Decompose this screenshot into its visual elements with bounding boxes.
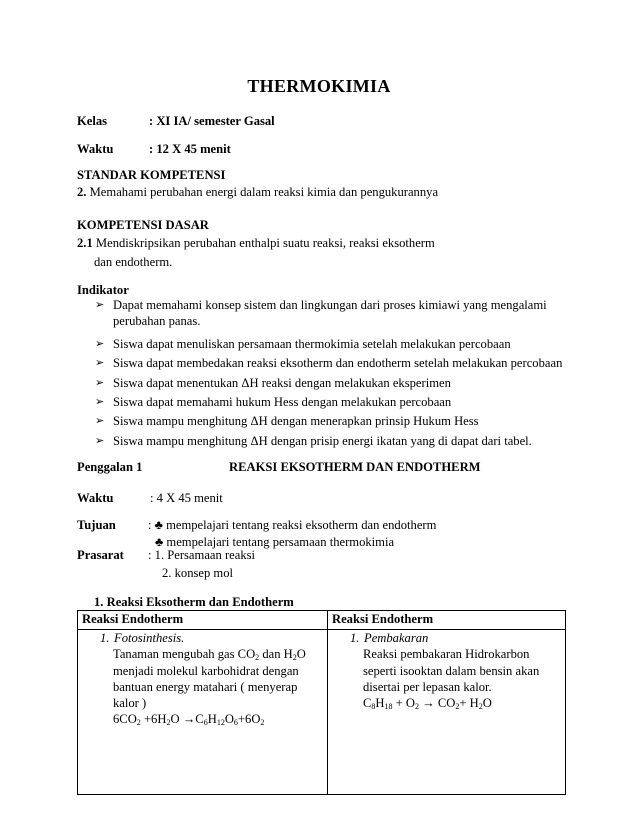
tujuan-text-1: mempelajari tentang reaksi eksotherm dan endotherm [166,518,437,532]
club-bullet-icon: ♣ [155,535,164,549]
item-description: Reaksi pembakaran Hidrokarbon seperti isooktan dalam bensin akan disertai per lepasan kalor. $C_8H_{18} + O_2 \to CO_2+ H_2O$ [363,647,540,711]
table-header-col1: Reaksi Endotherm [78,611,328,630]
standar-heading: STANDAR KOMPETENSI [77,168,226,182]
arrow-bullet-icon: ➢ [95,298,105,311]
table-cell-col2 [328,629,566,794]
kd-number: 2.1 [77,236,93,250]
reaction-table [77,610,566,795]
arrow-bullet-icon: ➢ [95,433,105,447]
item-description: Tanaman mengubah gas $CO_2$ dan $H_2O$ menjadi molekul karbohidrat dengan bantuan energy matahari ( menyerap kalor ) $6CO_2 +6H_2O \to C_6H_{12}O_6+6O_2$ [113,647,306,727]
prasarat-label: Prasarat [77,548,124,562]
item-title: 1. Fotosinthesis. [100,630,185,645]
kd-body-2: dan endotherm. [94,255,173,269]
kd-body-1: Mendiskripsikan perubahan enthalpi suatu reaksi, reaksi eksotherm [95,236,435,250]
kd-text [77,236,435,252]
kelas-label: Kelas [77,114,108,128]
prasarat-line-2: 2. konsep mol [162,566,234,580]
waktu-value: : 12 X 45 menit [149,142,231,156]
equation: $6CO_2 +6H_2O \to C_6H_{12}O_6+6O_2$ [113,711,265,727]
tujuan-line-1 [148,518,436,534]
arrow-bullet-icon: ➢ [95,356,105,370]
penggalan-label: Penggalan 1 [77,460,143,474]
document-page: THERMOKIMIA Kelas : XI IA/ semester Gasal Waktu : 12 X 45 menit STANDAR KOMPETENSI 2. Memahami perubahan energi dalam reaksi kimia dan pengukurannya KOMPETENSI DASAR 2.1 Mendiskripsikan perubahan enthalpi suatu reaksi, reaksi eksotherm dan endotherm. Indikator ➢ Dapat memahami konsep sistem dan lingkungan dari proses kimiawi yang mengalami perubahan panas. ➢ Siswa dapat menuliskan persamaan thermokimia setelah melakukan percobaan ➢ Siswa dapat membedakan reaksi eksotherm dan endotherm setelah melakukan percobaan ➢ Siswa dapat menentukan ΔH reaksi dengan melakukan eksperimen ➢ Siswa dapat memahami hukum Hess dengan melakukan percobaan ➢ Siswa mampu menghitung ΔH dengan menerapkan prinsip Hukum Hess ➢ Siswa mampu menghitung ΔH dengan prisip energi ikatan yang di dapat dari tabel. Penggalan 1 REAKSI EKSOTHERM DAN ENDOTHERM Waktu : 4 X 45 menit Tujuan : ♣ mempelajari tentang reaksi eksotherm dan endotherm ♣ mempelajari tentang persamaan thermokimia Prasarat : 1. Persamaan reaksi 2. konsep mol 1. Reaksi Eksotherm dan Endotherm Reaksi Endotherm Reaksi Endotherm 1. Fotosinthesis. Tanaman mengubah gas $CO_2$ dan $H_2O$ menjadi molekul karbohidrat dengan bantuan energy matahari ( menyerap kalor ) $6CO_2 +6H_2O \to C_6H_{12}O_6+6O_2$ 1. Pembakaran Reaksi pembakaran Hidrokarbon seperti isooktan dalam bensin akan disertai per lepasan kalor. $C_8H_{18} + O_2 \to CO_2+ H_2O$ [0,0,638,826]
section-heading: 1. Reaksi Eksotherm dan Endotherm [94,595,294,609]
standar-text [77,185,438,201]
club-bullet-icon: ♣ [154,518,163,532]
waktu2-value: : 4 X 45 menit [150,491,223,505]
arrow-bullet-icon: ➢ [95,375,105,389]
arrow-bullet-icon: ➢ [95,336,105,350]
standar-number: 2. [77,185,87,199]
indikator-heading: Indikator [77,283,129,297]
kd-heading: KOMPETENSI DASAR [77,218,209,232]
waktu2-label: Waktu [77,491,114,505]
item-title: 1. Pembakaran [350,630,429,645]
arrow-bullet-icon: ➢ [95,394,105,408]
kelas-value: : XI IA/ semester Gasal [149,114,275,128]
prasarat-line-1: : 1. Persamaan reaksi [148,548,256,562]
standar-body: Memahami perubahan energi dalam reaksi kimia dan pengukurannya [89,185,439,199]
arrow-bullet-icon: ➢ [95,414,105,428]
tujuan-text-2: mempelajari tentang persamaan thermokimia [166,535,395,549]
penggalan-title: REAKSI EKSOTHERM DAN ENDOTHERM [229,460,481,474]
tujuan-label: Tujuan [77,518,116,532]
table-header-col2: Reaksi Endotherm [328,611,566,630]
page-title: THERMOKIMIA [247,76,391,96]
waktu-label: Waktu [77,142,114,156]
table-cell-col1 [78,629,328,794]
tujuan-colon: : [148,518,152,532]
equation: $C_8H_{18} + O_2 \to CO_2+ H_2O$ [363,695,492,711]
